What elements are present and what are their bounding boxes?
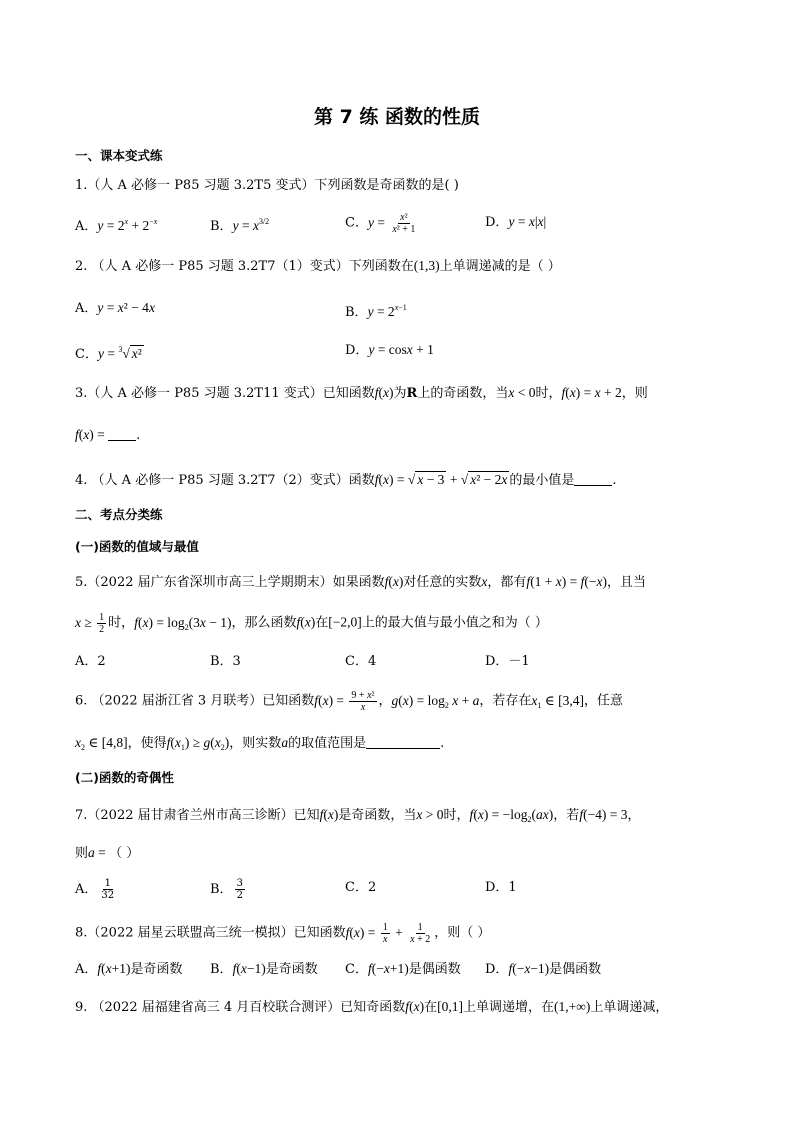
answer-blank[interactable] bbox=[366, 734, 440, 749]
question-3: 3.（人 A 必修一 P85 习题 3.2T11 变式）已知函数f(x)为R上的奇函数，当x < 0时，f(x) = x + 2，则 bbox=[75, 385, 648, 401]
question-2: 2. （人 A 必修一 P85 习题 3.2T7（1）变式）下列函数在(1,3)上单调递减的是（ ） bbox=[75, 258, 561, 274]
q5-option-b[interactable]: B．3 bbox=[210, 654, 241, 669]
q7-option-a[interactable]: A． $\frac{1}{32}$ bbox=[75, 878, 115, 901]
q8-option-c[interactable]: C．f(−x+1)是偶函数 bbox=[345, 961, 461, 977]
q2-option-c[interactable]: C．y = $^3$√ x² bbox=[75, 345, 142, 362]
section-heading: 二、考点分类练 bbox=[75, 507, 163, 522]
question-7: 7.（2022 届甘肃省兰州市高三诊断）已知f(x)是奇函数，当x > 0时，$f(x) = -\log_2(ax)$，若f(−4) = 3， bbox=[75, 807, 641, 824]
q2-option-a[interactable]: A．y = x² − 4x bbox=[75, 300, 155, 316]
q1-a-formula: $y = 2^x + 2^{-x}$ bbox=[97, 217, 158, 233]
question-5-line2: x ≥ $\frac{1}{2}$ 时，$f(x) = \log_2(3x - 1)$，那么函数f(x)在[−2,0]上的最大值与最小值之和为（ ） bbox=[75, 612, 548, 635]
question-3-answer: f(x) = . bbox=[75, 427, 141, 443]
question-6: 6. （2022 届浙江省 3 月联考）已知函数f(x) = $\frac{\text{9 + x²}}{x}$ ，$g(x) = \log_2 x + a$，若存在$x_1$ ∈ [3,4]，任意 bbox=[75, 690, 624, 713]
q2-option-b[interactable]: B．$y = 2^{x-1}$ bbox=[345, 303, 407, 320]
question-9: 9. （2022 届福建省高三 4 月百校联合测评）已知奇函数f(x)在[0,1]上单调递增，在(1,+∞)上单调递减， bbox=[75, 999, 669, 1015]
subsection-heading: (一)函数的值域与最值 bbox=[75, 539, 199, 554]
q7-option-d[interactable]: D．1 bbox=[485, 880, 517, 895]
question-1: 1.（人 A 必修一 P85 习题 3.2T5 变式）下列函数是奇函数的是( ) bbox=[75, 178, 459, 193]
section-heading: 一、课本变式练 bbox=[75, 148, 163, 163]
q5-option-a[interactable]: A．2 bbox=[75, 654, 106, 669]
q1-option-d[interactable]: D．y = x|x| bbox=[485, 214, 547, 230]
q7-option-b[interactable]: B． $\frac{3}{2}$ bbox=[210, 878, 243, 901]
question-5: 5.（2022 届广东省深圳市高三上学期期末）如果函数f(x)对任意的实数x，都有f(1 + x) = f(−x)，且当 bbox=[75, 574, 647, 590]
q5-option-c[interactable]: C．4 bbox=[345, 654, 377, 669]
q2-option-d[interactable]: D．y = cosx + 1 bbox=[345, 342, 434, 358]
question-8: 8.（2022 届星云联盟高三统一模拟）已知函数f(x) = $\frac{1}{x}$ + $\frac{1}{x + 2}$ ，则（ ） bbox=[75, 922, 491, 945]
q5-option-d[interactable]: D．－1 bbox=[485, 654, 530, 669]
question-7-line2: 则a = （ ） bbox=[75, 845, 140, 861]
q1-option-b[interactable]: B．$y = x^{3/2}$ bbox=[210, 217, 270, 234]
q1-d-formula: y = x|x| bbox=[508, 214, 547, 229]
q1-b-formula: $y = x^{3/2}$ bbox=[232, 217, 270, 233]
question-4: 4. （人 A 必修一 P85 习题 3.2T7（2）变式）函数f(x) = √ x − 3 + √ x² − 2x 的最小值是 . bbox=[75, 472, 617, 488]
q8-option-d[interactable]: D．f(−x−1)是偶函数 bbox=[485, 961, 602, 977]
question-6-line2: $x_2$ ∈ [4,8]，使得$f(x_1) \ge g(x_2)$，则实数a的取值范围是 . bbox=[75, 735, 445, 752]
q8-option-b[interactable]: B．f(x−1)是奇函数 bbox=[210, 961, 318, 977]
page-title: 第 7 练 函数的性质 bbox=[313, 106, 481, 128]
answer-blank[interactable] bbox=[574, 471, 612, 486]
q8-option-a[interactable]: A．f(x+1)是奇函数 bbox=[75, 961, 183, 977]
q1-option-a[interactable]: A．$y = 2^x + 2^{-x}$ bbox=[75, 217, 158, 234]
q1-c-formula: y = $\frac{\text{x²}}{\text{x² + 1}}$ bbox=[367, 212, 416, 235]
subsection-heading: (二)函数的奇偶性 bbox=[75, 770, 174, 785]
q7-option-c[interactable]: C．2 bbox=[345, 880, 377, 895]
q1-option-c[interactable]: C．y = $\frac{\text{x²}}{\text{x² + 1}}$ bbox=[345, 212, 419, 235]
answer-blank[interactable] bbox=[108, 426, 136, 441]
